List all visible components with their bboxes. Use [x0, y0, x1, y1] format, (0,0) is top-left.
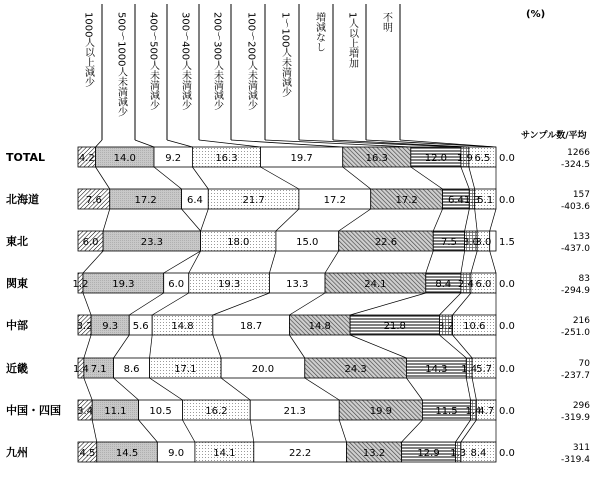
data-label: 1.3: [450, 448, 467, 459]
connector-line: [469, 167, 475, 189]
legend-leader-line: [167, 140, 192, 147]
sample-count: 157: [572, 190, 590, 200]
category-label: 中国・四国: [6, 404, 61, 417]
connector-line: [269, 251, 275, 273]
sample-count: 83: [578, 274, 590, 284]
connector-line: [84, 378, 92, 400]
connector-line: [150, 378, 183, 400]
legend-label: 1人以上増加: [346, 12, 358, 69]
connector-line: [466, 378, 470, 400]
connector-line: [139, 420, 158, 442]
legend-label: 増減なし: [313, 12, 325, 52]
connector-line: [213, 335, 221, 358]
connector-line: [201, 209, 209, 231]
bar-row: [6, 400, 590, 423]
average-value: -237.7: [560, 371, 590, 381]
connector-line: [213, 293, 270, 315]
category-label: 北海道: [6, 193, 39, 206]
data-label: 0.0: [499, 153, 515, 164]
legend-label: 1～100人未満減少: [279, 12, 291, 98]
average-value: -319.9: [560, 413, 590, 423]
connector-line: [182, 209, 201, 231]
data-label: 10.6: [463, 321, 486, 332]
connector-line: [325, 251, 339, 273]
connector-line: [490, 209, 496, 231]
data-label: 15.0: [296, 237, 319, 248]
data-label: 5.7: [476, 364, 493, 375]
data-label: 12.0: [424, 153, 448, 164]
average-value: -319.4: [560, 455, 590, 465]
connector-line: [439, 293, 460, 315]
data-label: 1.4: [465, 406, 482, 417]
data-label: 19.9: [369, 406, 392, 417]
data-label: 5.6: [132, 321, 149, 332]
data-label: 12.9: [417, 448, 440, 459]
bars: [6, 147, 590, 465]
connector-line: [152, 293, 189, 315]
connector-line: [461, 251, 465, 273]
data-label: 13.3: [286, 279, 309, 290]
connector-line: [406, 378, 422, 400]
connector-line: [490, 251, 496, 273]
average-value: -324.5: [560, 160, 590, 170]
data-label: 14.3: [425, 364, 448, 375]
data-label: 9.2: [165, 153, 182, 164]
data-label: 14.1: [213, 448, 236, 459]
unit-label: (%): [526, 9, 546, 20]
connector-line: [426, 251, 433, 273]
bar-row: [6, 358, 590, 381]
connector-line: [114, 335, 130, 358]
connector-line: [339, 209, 371, 231]
connector-line: [92, 420, 97, 442]
data-label: 13.2: [362, 448, 386, 459]
data-label: 6.0: [82, 237, 99, 248]
connector-line: [289, 293, 325, 315]
connector-line: [402, 420, 423, 442]
bar-row: [6, 147, 590, 170]
bar-row: [6, 189, 590, 212]
average-value: -294.9: [560, 286, 590, 296]
data-label: 7.1: [90, 364, 107, 375]
connector-line: [83, 251, 103, 273]
connector-line: [129, 293, 163, 315]
data-label: 17.2: [323, 195, 346, 206]
data-label: 4.5: [79, 448, 96, 459]
connector-line: [96, 167, 110, 189]
data-label: 11.1: [104, 406, 127, 417]
legend-leader-line: [135, 140, 154, 147]
connector-line: [305, 378, 339, 400]
data-label: 1.2: [72, 279, 89, 290]
connector-line: [350, 335, 406, 358]
connector-line: [114, 378, 139, 400]
data-label: 17.2: [395, 195, 418, 206]
legend-label: 500～1000人未満減少: [115, 12, 127, 117]
data-label: 3.4: [77, 406, 94, 417]
sample-count: 296: [572, 401, 590, 411]
data-label: 3.2: [438, 321, 454, 332]
connector-line: [475, 209, 477, 231]
data-label: 1.3: [464, 195, 480, 206]
connector-line: [221, 378, 250, 400]
data-label: 8.4: [470, 448, 487, 459]
connector-line: [83, 293, 91, 315]
data-label: 1.9: [456, 153, 473, 164]
data-label: 16.3: [365, 153, 388, 164]
data-label: 11.5: [435, 406, 458, 417]
connector-line: [461, 167, 469, 189]
category-label: 関東: [6, 277, 28, 290]
connector-line: [465, 209, 470, 231]
data-label: 19.3: [217, 279, 241, 290]
stats-header: サンプル数/平均: [521, 131, 587, 141]
data-label: 17.2: [134, 195, 157, 206]
connector-line: [339, 420, 346, 442]
legend-label: 300～400人未満減少: [179, 12, 191, 111]
data-label: 3.0: [475, 237, 492, 248]
legend-label: 不明: [380, 12, 392, 32]
category-label: 東北: [6, 235, 28, 248]
bar-row: [6, 315, 590, 338]
data-label: 21.8: [383, 321, 406, 332]
data-label: 0.0: [499, 321, 515, 332]
data-label: 6.0: [168, 279, 185, 290]
data-label: 17.1: [174, 364, 197, 375]
data-label: 20.0: [251, 364, 275, 375]
average-value: -251.0: [560, 328, 590, 338]
connector-line: [260, 167, 298, 189]
category-label: 九州: [6, 446, 28, 459]
legend-label: 100～200人未満減少: [245, 12, 257, 111]
connector-line: [472, 378, 476, 400]
data-label: 6.0: [475, 279, 492, 290]
connector-line: [154, 167, 182, 189]
data-label: 19.3: [112, 279, 135, 290]
data-label: 10.5: [149, 406, 172, 417]
connector-line: [289, 335, 304, 358]
data-label: 16.3: [215, 153, 238, 164]
data-label: 4.7: [478, 406, 495, 417]
sample-count: 133: [572, 232, 590, 242]
data-label: 0.0: [499, 195, 515, 206]
connector-line: [84, 335, 91, 358]
data-label: 8.4: [435, 279, 452, 290]
connector-line: [471, 251, 477, 273]
bar-row: [6, 231, 590, 254]
sample-count: 311: [572, 443, 590, 453]
bar-row: [6, 273, 590, 296]
connector-line: [411, 167, 443, 189]
connector-line: [350, 293, 426, 315]
connector-line: [453, 293, 471, 315]
average-value: -403.6: [560, 202, 590, 212]
data-label: 4.2: [78, 153, 95, 164]
data-label: 7.5: [440, 237, 457, 248]
data-label: 6.4: [447, 195, 464, 206]
connector-line: [433, 209, 442, 231]
data-label: 24.3: [344, 364, 367, 375]
connector-line: [250, 420, 254, 442]
data-label: 24.1: [364, 279, 387, 290]
data-label: 19.7: [290, 153, 313, 164]
data-label: 7.6: [85, 195, 102, 206]
data-label: 3.2: [76, 321, 93, 332]
data-label: 5.1: [477, 195, 494, 206]
average-value: -437.0: [560, 244, 590, 254]
data-label: 16.2: [205, 406, 228, 417]
data-label: 18.0: [227, 237, 250, 248]
legend-leader-line: [96, 140, 102, 147]
data-label: 6.4: [186, 195, 203, 206]
data-label: 1.4: [72, 364, 89, 375]
data-label: 0.0: [499, 364, 515, 375]
category-label: 中部: [6, 319, 28, 332]
data-label: 23.3: [140, 237, 163, 248]
data-label: 14.5: [115, 448, 139, 459]
data-label: 18.7: [240, 321, 263, 332]
data-label: 8.6: [123, 364, 140, 375]
legend-label: 1000人以上減少: [82, 12, 94, 88]
connector-line: [103, 209, 110, 231]
data-label: 1.4: [461, 364, 478, 375]
data-label: 14.8: [171, 321, 194, 332]
category-label: 近畿: [6, 362, 28, 375]
connector-line: [343, 167, 371, 189]
data-label: 21.7: [242, 195, 265, 206]
data-label: 9.0: [168, 448, 185, 459]
data-label: 21.3: [283, 406, 306, 417]
connector-line: [183, 420, 195, 442]
sample-count: 1266: [567, 148, 590, 158]
data-label: 6.5: [474, 153, 491, 164]
legend-label: 400～500人未満減少: [147, 12, 159, 111]
connector-line: [150, 335, 153, 358]
data-label: 0.0: [499, 406, 515, 417]
data-label: 22.2: [289, 448, 312, 459]
data-label: 14.8: [308, 321, 331, 332]
sample-count: 216: [572, 316, 590, 326]
connector-line: [192, 167, 208, 189]
data-label: 1.5: [499, 237, 515, 248]
data-label: 9.3: [102, 321, 119, 332]
connector-line: [276, 209, 299, 231]
data-label: 3.0: [462, 237, 479, 248]
data-label: 14.0: [113, 153, 136, 164]
data-label: 22.6: [374, 237, 398, 248]
data-label: 2.4: [457, 279, 474, 290]
category-label: TOTAL: [6, 151, 46, 164]
data-label: 0.0: [499, 279, 515, 290]
data-label: 0.0: [499, 448, 515, 459]
sample-count: 70: [578, 359, 590, 369]
bar-row: [6, 442, 590, 465]
legend: [83, 4, 497, 147]
legend-label: 200～300人未満減少: [211, 12, 223, 111]
